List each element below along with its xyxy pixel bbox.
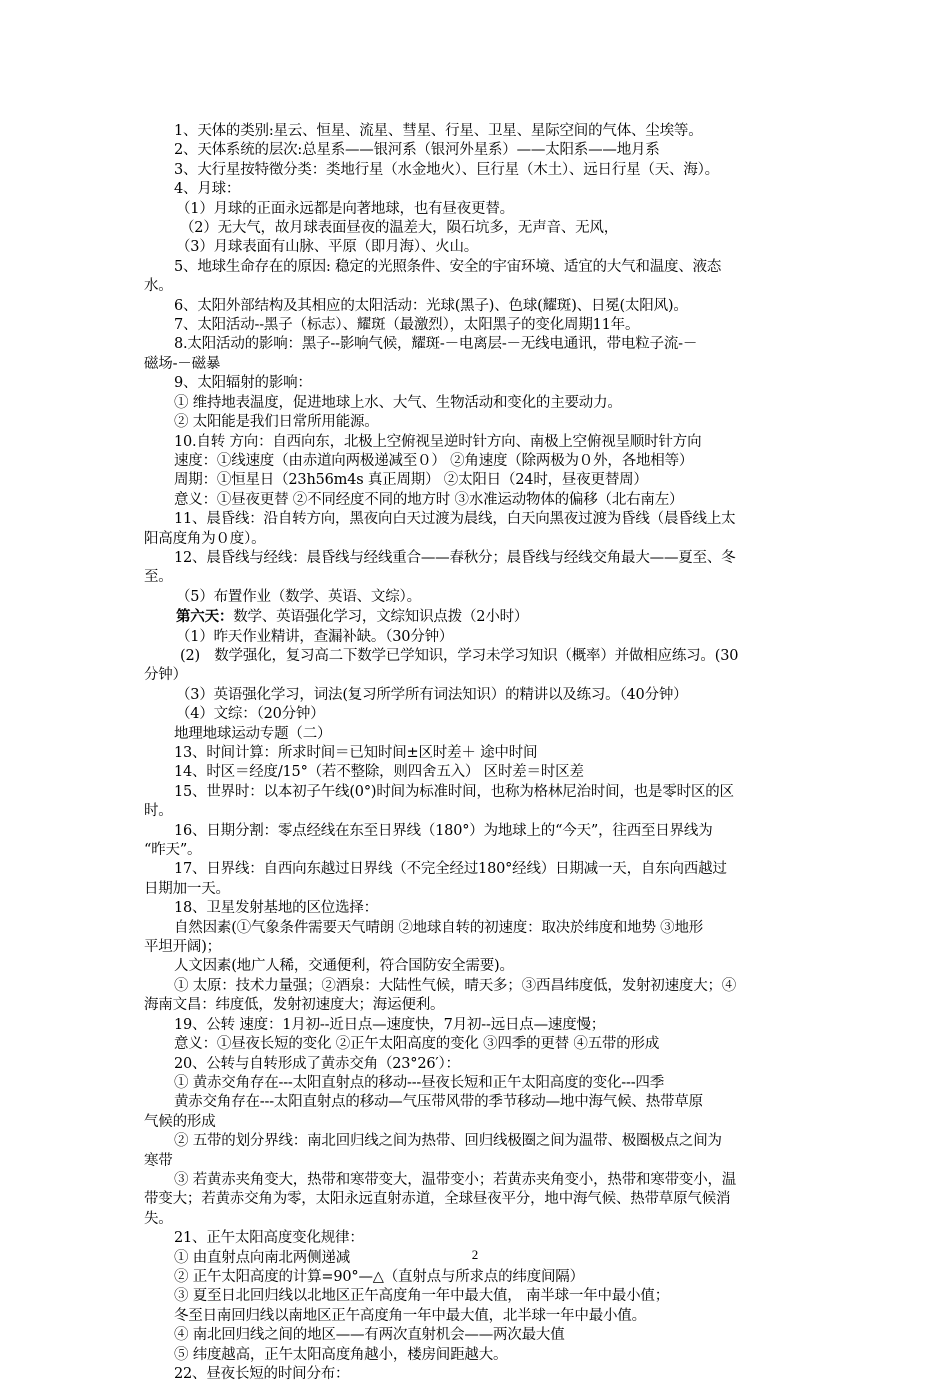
text-line: 平坦开阔)； (144, 939, 221, 956)
text-line: 12、晨昏线与经线：晨昏线与经线重合——春秋分；晨昏线与经线交角最大——夏至、冬 (174, 549, 736, 566)
text-line: 14、时区＝经度/15°（若不整除，则四舍五入） 区时差＝时区差 (174, 764, 584, 781)
text-line: 速度：①线速度（由赤道向两极递减至０） ②角速度（除两极为０外，各地相等） (174, 452, 694, 469)
text-line: ① 维持地表温度，促进地球上水、大气、生物活动和变化的主要动力。 (174, 394, 622, 411)
text-line: ① 太原：技术力量强；②酒泉：大陆性气候，晴天多；③西昌纬度低，发射初速度大；④ (174, 977, 737, 994)
text-line: （2）无大气，故月球表面昼夜的温差大，陨石坑多，无声音、无风， (180, 220, 619, 237)
text-line: 时。 (144, 803, 173, 820)
text-line: 带变大；若黄赤交角为零，太阳永远直射赤道，全球昼夜平分，地中海气候、热带草原气候消 (144, 1191, 731, 1208)
text-line: ④ 南北回归线之间的地区——有两次直射机会——两次最大值 (174, 1327, 565, 1344)
section-heading-line (144, 607, 812, 627)
text-line: （3）月球表面有山脉、平原（即月海）、火山。 (176, 239, 479, 256)
text-line: 9、太阳辐射的影响： (174, 375, 312, 392)
text-line: ② 太阳能是我们日常所用能源。 (174, 414, 379, 431)
text-line: 10.自转 方向：自西向东，北极上空俯视呈逆时针方向、南极上空俯视呈顺时针方向 (174, 433, 702, 450)
text-line: 16、日期分割：零点经线在东至日界线（180°）为地球上的“今天”，往西至日界线为 (174, 822, 713, 839)
text-line: 失。 (144, 1210, 173, 1227)
section-heading: 第六天： (176, 608, 234, 626)
text-line: 5、地球生命存在的原因: 稳定的光照条件、安全的宇宙环境、适宜的大气和温度、液态 (174, 258, 722, 275)
text-line: 寒带 (144, 1152, 173, 1169)
text-line: （4）文综：（20分钟） (176, 706, 325, 723)
text-line: 分钟） (144, 667, 187, 684)
text-line: 日期加一天。 (144, 880, 230, 897)
text-line: ② 正午太阳高度的计算=90°—△（直射点与所求点的纬度间隔） (174, 1268, 584, 1285)
text-line: 2、天体系统的层次:总星系——银河系（银河外星系）——太阳系——地月系 (174, 142, 660, 159)
text-line: （3）英语强化学习，词法(复习所学所有词法知识）的精讲以及练习。（40分钟） (176, 686, 688, 703)
text-line: 17、日界线：自西向东越过日界线（不完全经过180°经线）日期减一天，自东向西越过 (174, 861, 727, 878)
text-line: 3、大行星按特徵分类：类地行星（水金地火）、巨行星（木土）、远日行星（天、海）。 (174, 161, 719, 178)
text-line: 海南文昌：纬度低，发射初速度大；海运便利。 (144, 997, 445, 1014)
text-line: 22、昼夜长短的时间分布： (174, 1366, 350, 1382)
text-line: 周期：①恒星日（23h56m4s 真正周期） ②太阳日（24时，昼夜更替周） (174, 472, 648, 489)
text-line: （1）月球的正面永远都是向著地球，也有昼夜更替。 (176, 200, 514, 217)
text-line: 1、天体的类别:星云、恒星、流星、彗星、行星、卫星、星际空间的气体、尘埃等。 (174, 123, 703, 139)
text-line: 气候的形成 (144, 1113, 216, 1130)
text-line: 19、公转 速度：1月初--近日点—速度快，7月初--远日点—速度慢； (174, 1016, 606, 1033)
page-number: 2 (471, 1247, 479, 1262)
document-body (144, 122, 812, 1384)
text-line: 人文因素(地广人稀，交通便利，符合国防安全需要)。 (174, 958, 514, 975)
text-line: 13、时间计算：所求时间＝已知时间±区时差＋ 途中时间 (174, 745, 538, 761)
text-line: 冬至日南回归线以南地区正午高度角一年中最大值，北半球一年中最小值。 (174, 1307, 646, 1324)
text-line: 8.太阳活动的影响：黑子--影响气候，耀斑-－电离层-－无线电通讯，带电粒子流-－ (174, 336, 698, 353)
text-line: （1）昨天作业精讲，查漏补缺。（30分钟） (176, 628, 454, 645)
text-line: 6、太阳外部结构及其相应的太阳活动：光球(黑子)、色球(耀斑)、日冕(太阳风)。 (174, 297, 688, 314)
text-line: 黄赤交角存在---太阳直射点的移动—气压带风带的季节移动—地中海气候、热带草原 (174, 1094, 703, 1111)
text-line: ① 黄赤交角存在---太阳直射点的移动---昼夜长短和正午太阳高度的变化---四季 (174, 1074, 665, 1091)
text-line: 4、月球： (174, 181, 241, 198)
text-line: 11、晨昏线：沿自转方向，黑夜向白天过渡为晨线，白天向黑夜过渡为昏线（晨昏线上太 (174, 511, 736, 528)
text-line: 水。 (144, 278, 173, 295)
text-line: （5）布置作业（数学、英语、文综）。 (176, 588, 421, 605)
text-line: 20、公转与自转形成了黄赤交角（23°26′）： (174, 1055, 460, 1072)
text-line: 15、世界时：以本初子午线(0°)时间为标准时间，也称为格林尼治时间，也是零时区的区 (174, 783, 734, 800)
text-line: ① 由直射点向南北两侧递减 (174, 1249, 351, 1266)
text-line: 7、太阳活动--黑子（标志）、耀斑（最激烈），太阳黑子的变化周期11年。 (174, 317, 640, 334)
text-line: ③ 夏至日北回归线以北地区正午高度角一年中最大值， 南半球一年中最小值； (174, 1288, 670, 1305)
text-line: 自然因素(①气象条件需要天气晴朗 ②地球自转的初速度：取决於纬度和地势 ③地形 (174, 919, 704, 936)
text-line: 意义：①昼夜更替 ②不同经度不同的地方时 ③水准运动物体的偏移（北右南左） (174, 491, 684, 508)
text-line: ② 五带的划分界线：南北回归线之间为热带、回归线极圈之间为温带、极圈极点之间为 (174, 1133, 722, 1150)
text-line: ③ 若黄赤夹角变大，热带和寒带变大，温带变小；若黄赤夹角变小，热带和寒带变小，温 (174, 1171, 737, 1188)
text-line: 磁场-－磁暴 (144, 355, 221, 372)
text-line: 21、正午太阳高度变化规律： (174, 1230, 364, 1247)
section-heading-desc: 数学、英语强化学习，文综知识点拨（2小时） (233, 609, 529, 626)
text-line: “昨天”。 (144, 842, 202, 859)
text-line: 地理地球运动专题（二） (174, 725, 332, 742)
text-line: 至。 (144, 569, 173, 586)
text-line: 阳高度角为０度）。 (144, 530, 266, 547)
text-line: (2) 数学强化，复习高二下数学已学知识，学习未学习知识（概率）并做相应练习。(30 (180, 647, 739, 664)
text-line: ⑤ 纬度越高，正午太阳高度角越小，楼房间距越大。 (174, 1346, 508, 1363)
text-line: 意义：①昼夜长短的变化 ②正午太阳高度的变化 ③四季的更替 ④五带的形成 (174, 1036, 660, 1053)
text-line: 18、卫星发射基地的区位选择： (174, 900, 378, 917)
